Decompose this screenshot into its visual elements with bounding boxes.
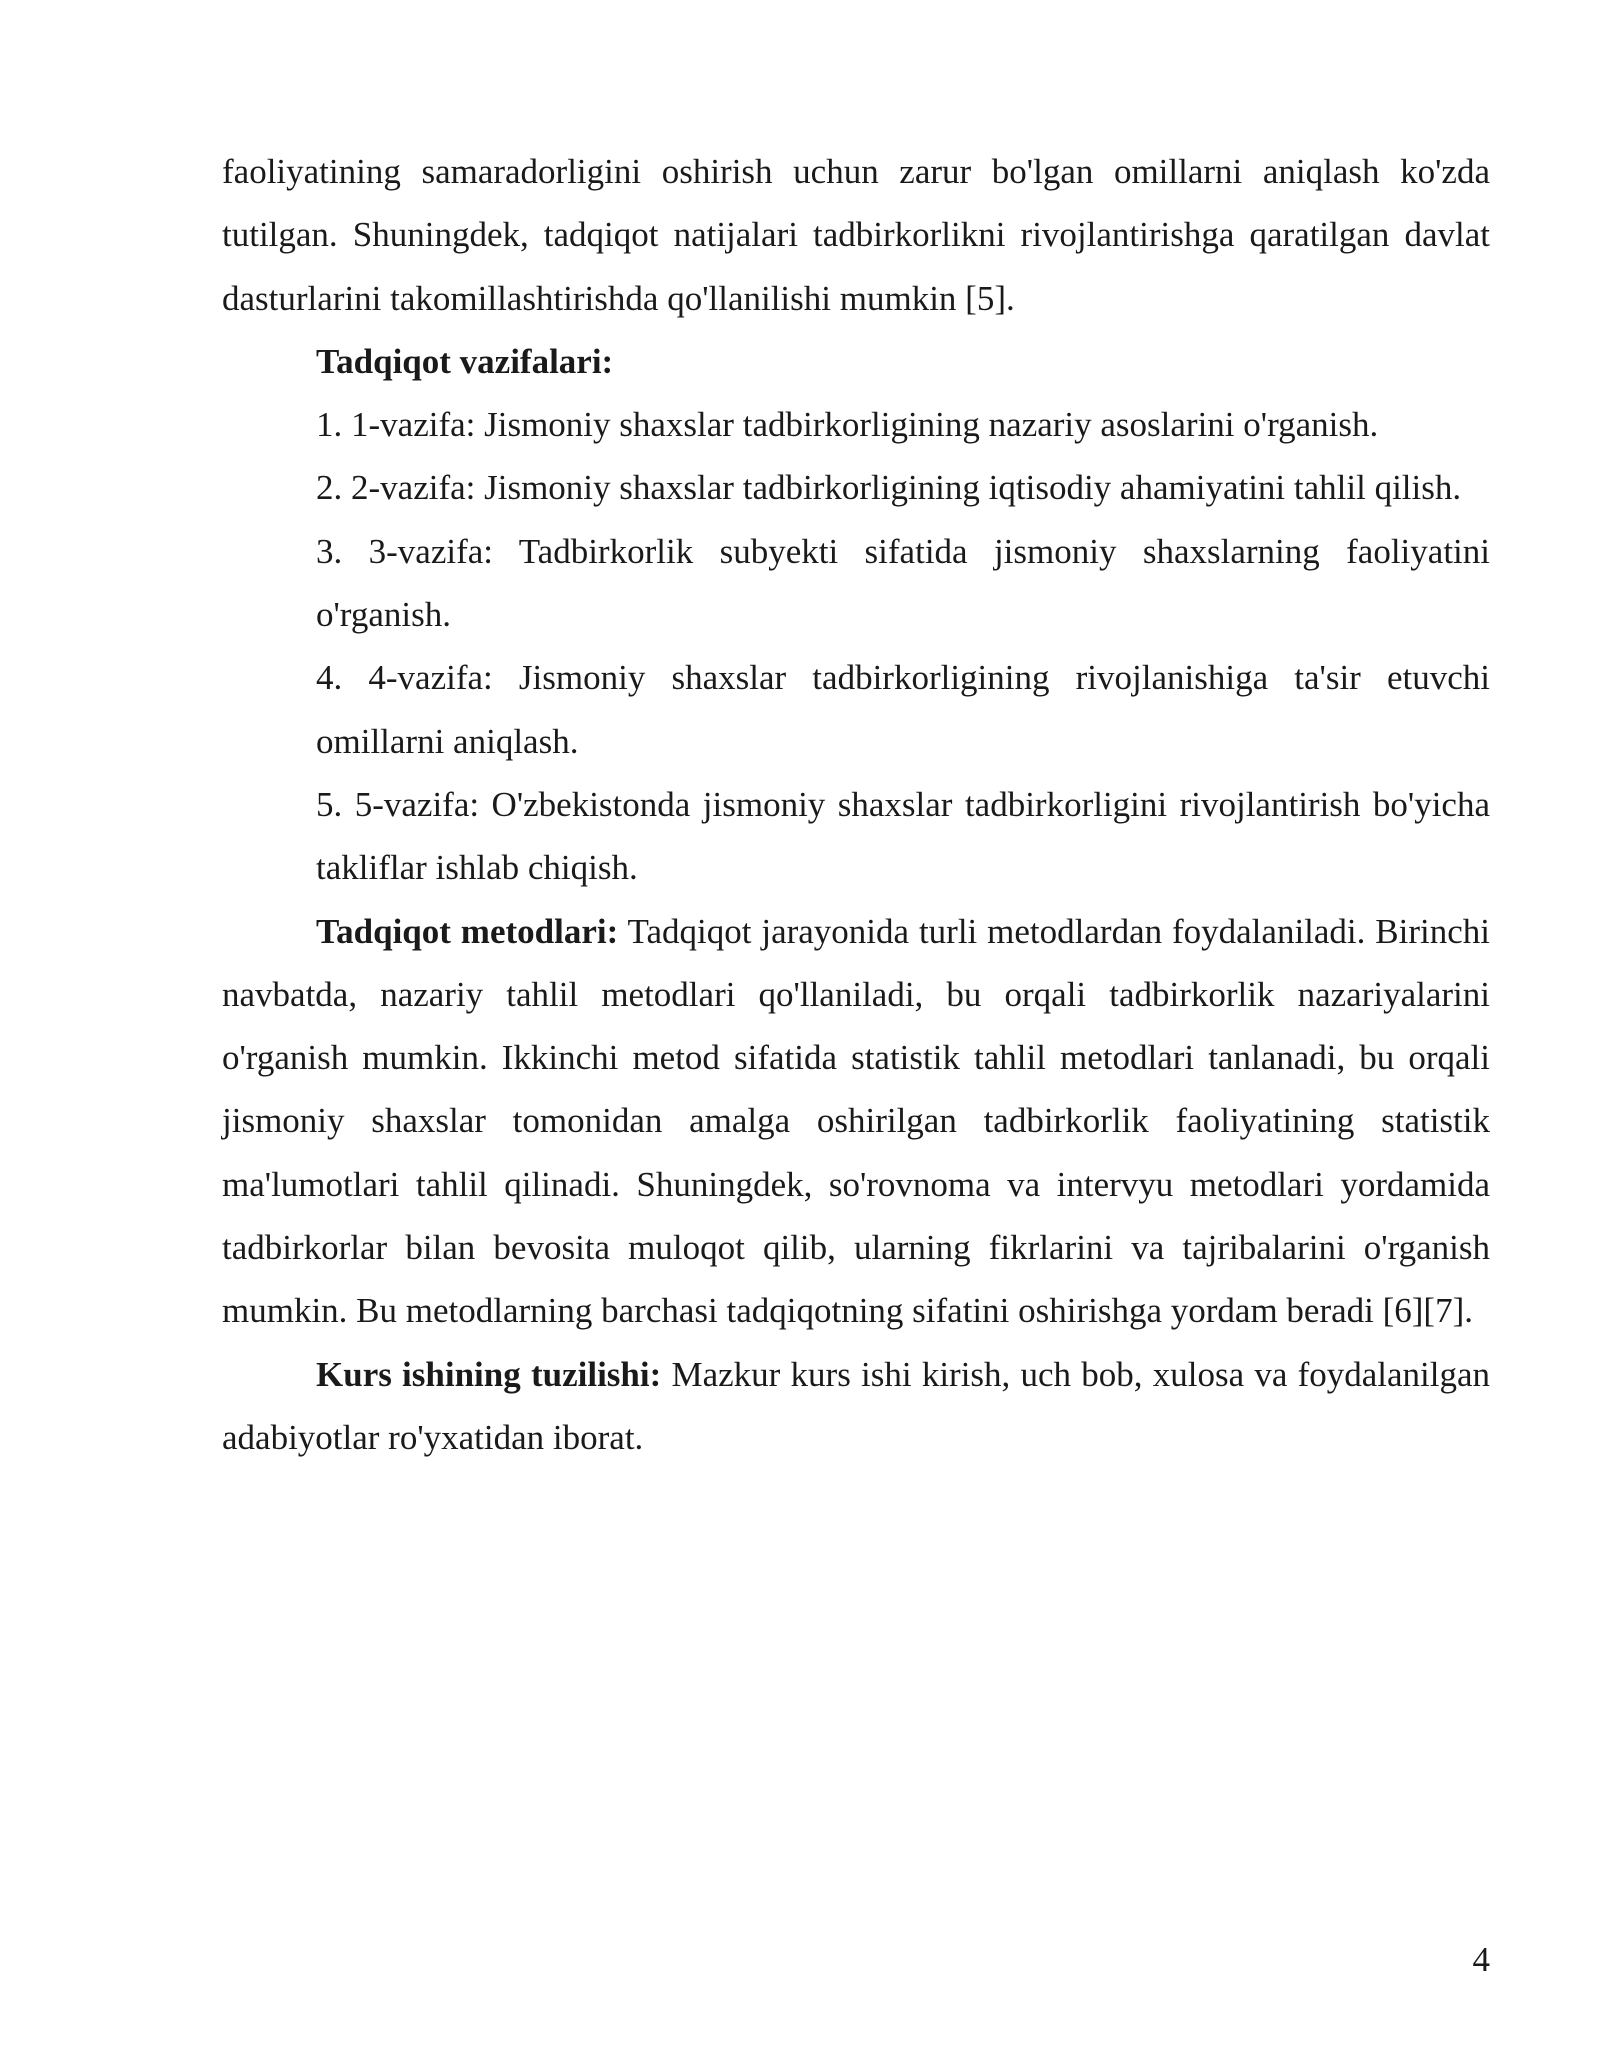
structure-heading: Kurs ishining tuzilishi: [316, 1354, 662, 1394]
task-item-3: 3. 3-vazifa: Tadbirkorlik subyekti sifatida jismoniy shaxslarning faoliyatini o'rganish. [316, 531, 1490, 635]
methods-text: Tadqiqot jarayonida turli metodlardan foydalaniladi. Birinchi navbatda, nazariy tahlil metodlari qo'llaniladi, bu orqali tadbirkorlik nazariyalarini o'rganish mumkin. Ikkinchi metod sifatida statistik tahlil metodlari tanlanadi, bu orqali jismoniy shaxslar tomonidan amalga oshirilgan tadbirkorlik faoliyatining statistik ma'lumotlari tahlil qilinadi. Shuningdek, so'rovnoma va intervyu metodlari yordamida tadbirkorlar bilan bevosita muloqot qilib, ularning fikrlarini va tajribalarini o'rganish mumkin. Bu metodlarning barchasi tadqiqotning sifatini oshirishga yordam beradi [6][7]. [222, 911, 1491, 1331]
page-body [222, 140, 1490, 1469]
structure-paragraph [222, 1343, 1490, 1470]
task-item-5: 5. 5-vazifa: O'zbekistonda jismoniy shaxslar tadbirkorligini rivojlantirish bo'yicha takliflar ishlab chiqish. [316, 784, 1490, 888]
page-number: 4 [1472, 1940, 1490, 1979]
tasks-heading: Tadqiqot vazifalari: [316, 341, 614, 381]
methods-paragraph [222, 900, 1490, 1343]
task-item-4: 4. 4-vazifa: Jismoniy shaxslar tadbirkorligining rivojlanishiga ta'sir etuvchi omillarni aniqlash. [316, 658, 1490, 761]
task-item-1: 1. 1-vazifa: Jismoniy shaxslar tadbirkorligining nazariy asoslarini o'rganish. [316, 405, 1379, 445]
task-item-2: 2. 2-vazifa: Jismoniy shaxslar tadbirkorligining iqtisodiy ahamiyatini tahlil qilish. [316, 468, 1462, 508]
methods-heading: Tadqiqot metodlari: [316, 911, 619, 951]
intro-paragraph: faoliyatining samaradorligini oshirish uchun zarur bo'lgan omillarni aniqlash ko'zda tutilgan. Shuningdek, tadqiqot natijalari tadbirkorlikni rivojlantirishga qaratilgan davlat dasturlarini takomillashtirishda qo'llanilishi mumkin [5]. [222, 152, 1490, 318]
structure-text: Mazkur kurs ishi kirish, uch bob, xulosa va foydalanilgan adabiyotlar ro'yxatidan iborat. [222, 1354, 1491, 1457]
